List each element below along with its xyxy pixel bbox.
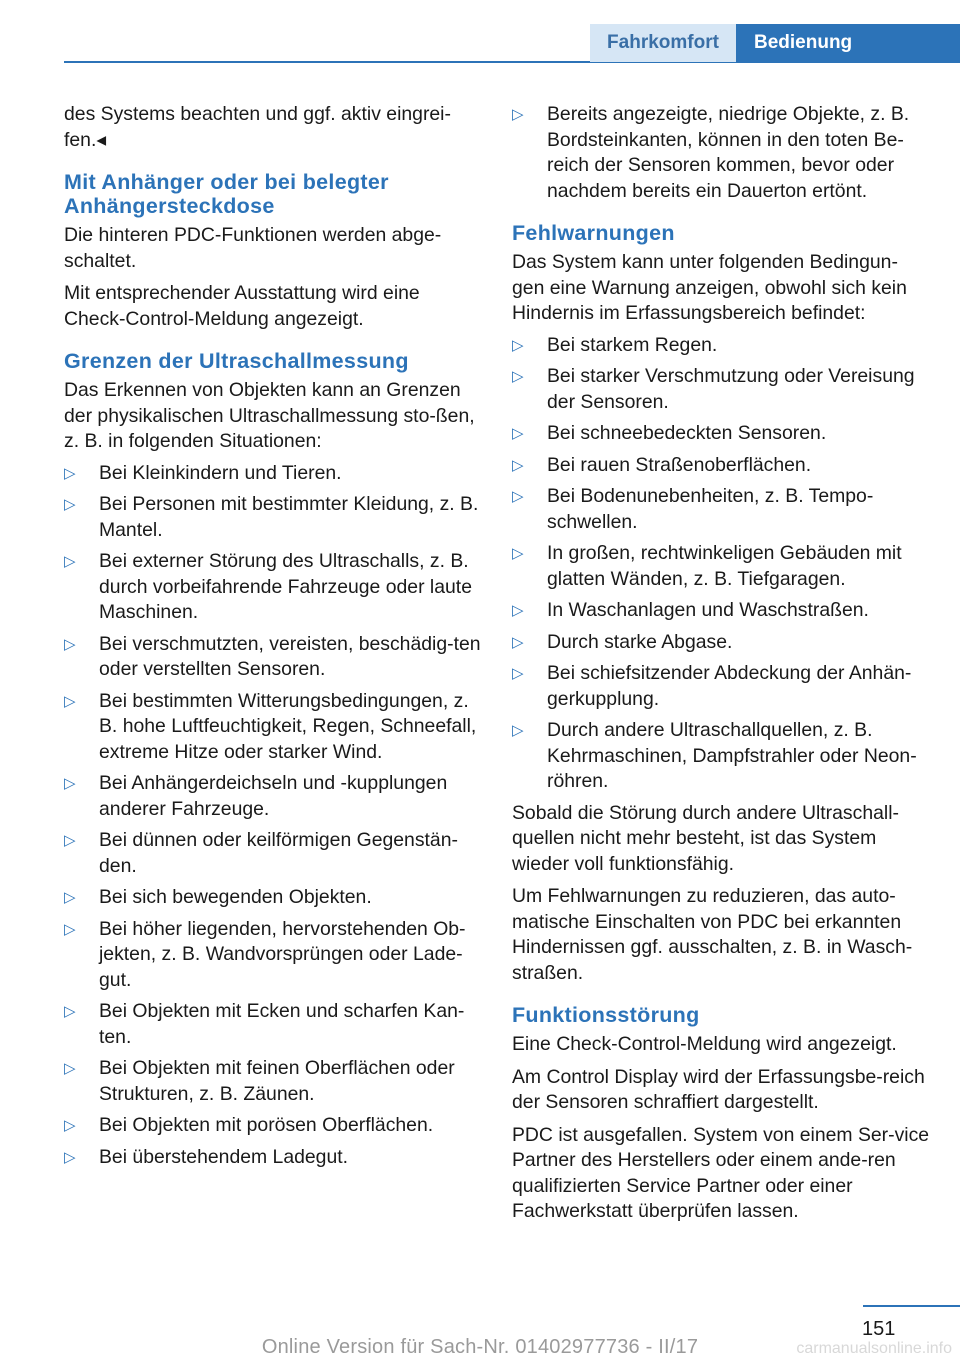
list-item: ▷ Bei überstehendem Ladegut.: [64, 1145, 482, 1171]
heading-fehlwarnungen: Fehlwarnungen: [512, 221, 675, 245]
online-version-footer: Online Version für Sach-Nr. 01402977736 - II/17: [261, 1336, 699, 1358]
list-item: ▷ Bei höher liegenden, hervorstehenden Ob-jekten, z. B. Wandvorsprüngen oder Lade-gut.: [64, 917, 482, 994]
continued-list: [512, 102, 930, 204]
paragraph: Mit entsprechender Ausstattung wird eine Check-Control-Meldung angezeigt.: [64, 282, 420, 330]
list-item: ▷ Bei Objekten mit feinen Oberflächen oder Strukturen, z. B. Zäunen.: [64, 1056, 482, 1107]
intro-paragraph: des Systems beachten und ggf. aktiv eingrei-fen.◂: [64, 103, 451, 151]
list-item: ▷ Bei Anhängerdeichseln und -kupplungen anderer Fahrzeuge.: [64, 771, 482, 822]
list-item: ▷ Bei schiefsitzender Abdeckung der Anhän-gerkupplung.: [512, 661, 930, 712]
paragraph: PDC ist ausgefallen. System von einem Ser-vice Partner des Herstellers oder einem ande-ren qualifizierten Service Partner oder einer Fachwerkstatt überprüfen lassen.: [512, 1123, 930, 1222]
heading-funktionsstoerung: Funktionsstörung: [512, 1003, 700, 1027]
paragraph: Am Control Display wird der Erfassungsbe-reich der Sensoren schraffiert dargestellt.: [512, 1065, 925, 1113]
list-item: ▷ Bei starkem Regen.: [512, 333, 930, 359]
paragraph: Das System kann unter folgenden Bedingun-gen eine Warnung anzeigen, obwohl sich kein Hindernis im Erfassungsbereich befindet:: [512, 251, 907, 324]
list-item: ▷ Bei Bodenunebenheiten, z. B. Tempo-schwellen.: [512, 484, 930, 535]
list-item: ▷ Durch starke Abgase.: [512, 630, 930, 656]
watermark: carmanualsonline.info: [796, 1340, 952, 1357]
paragraph: Sobald die Störung durch andere Ultraschall-quellen nicht mehr besteht, ist das System wieder voll funktionsfähig.: [512, 801, 899, 875]
list-item: ▷ Bei externer Störung des Ultraschalls, z. B. durch vorbeifahrende Fahrzeuge oder laute Maschinen.: [64, 549, 482, 626]
tab-fahrkomfort[interactable]: Fahrkomfort: [590, 24, 736, 62]
left-column: [64, 102, 482, 1176]
false-warning-list: [512, 333, 930, 795]
paragraph: Das Erkennen von Objekten kann an Grenzen der physikalischen Ultraschallmessung sto-ßen, z. B. in folgenden Situationen:: [64, 379, 475, 452]
list-item: ▷ Bei Objekten mit Ecken und scharfen Kan-ten.: [64, 999, 482, 1050]
heading-grenzen: Grenzen der Ultraschallmessung: [64, 349, 409, 373]
list-item: ▷ Bei Objekten mit porösen Oberflächen.: [64, 1113, 482, 1139]
situations-list: [64, 461, 482, 1171]
paragraph: Eine Check-Control-Meldung wird angezeigt.: [512, 1033, 897, 1055]
list-item: ▷ Bei rauen Straßenoberflächen.: [512, 453, 930, 479]
list-item: ▷ Bei verschmutzten, vereisten, beschädig-ten oder verstellten Sensoren.: [64, 632, 482, 683]
paragraph: Um Fehlwarnungen zu reduzieren, das auto-matische Einschalten von PDC bei erkannten Hindernissen ggf. ausschalten, z. B. in Wasch-straßen.: [512, 885, 913, 984]
list-item: ▷ Bei starker Verschmutzung oder Vereisung der Sensoren.: [512, 364, 930, 415]
list-item: ▷ Bereits angezeigte, niedrige Objekte, z. B. Bordsteinkanten, können in den toten Be-reich der Sensoren kommen, bevor oder nachdem bereits ein Dauerton ertönt.: [512, 102, 930, 204]
list-item: ▷ Bei Personen mit bestimmter Kleidung, z. B. Mantel.: [64, 492, 482, 543]
paragraph: Die hinteren PDC-Funktionen werden abge-schaltet.: [64, 224, 442, 272]
list-item: ▷ Bei sich bewegenden Objekten.: [64, 885, 482, 911]
list-item: ▷ Bei dünnen oder keilförmigen Gegenstän-den.: [64, 828, 482, 879]
list-item: ▷ Bei Kleinkindern und Tieren.: [64, 461, 482, 487]
tab-bedienung[interactable]: Bedienung: [736, 24, 960, 62]
page-number: 151: [862, 1318, 896, 1340]
list-item: ▷ Durch andere Ultraschallquellen, z. B. Kehrmaschinen, Dampfstrahler oder Neon-röhren.: [512, 718, 930, 795]
right-column: [512, 102, 930, 1232]
list-item: ▷ In großen, rechtwinkeligen Gebäuden mit glatten Wänden, z. B. Tiefgaragen.: [512, 541, 930, 592]
list-item: ▷ In Waschanlagen und Waschstraßen.: [512, 598, 930, 624]
page-number-rule: [863, 1305, 960, 1307]
heading-anhaenger: Mit Anhänger oder bei belegter Anhängersteckdose: [64, 170, 389, 218]
list-item: ▷ Bei schneebedeckten Sensoren.: [512, 421, 930, 447]
list-item: ▷ Bei bestimmten Witterungsbedingungen, z. B. hohe Luftfeuchtigkeit, Regen, Schneefall, extreme Hitze oder starker Wind.: [64, 689, 482, 766]
